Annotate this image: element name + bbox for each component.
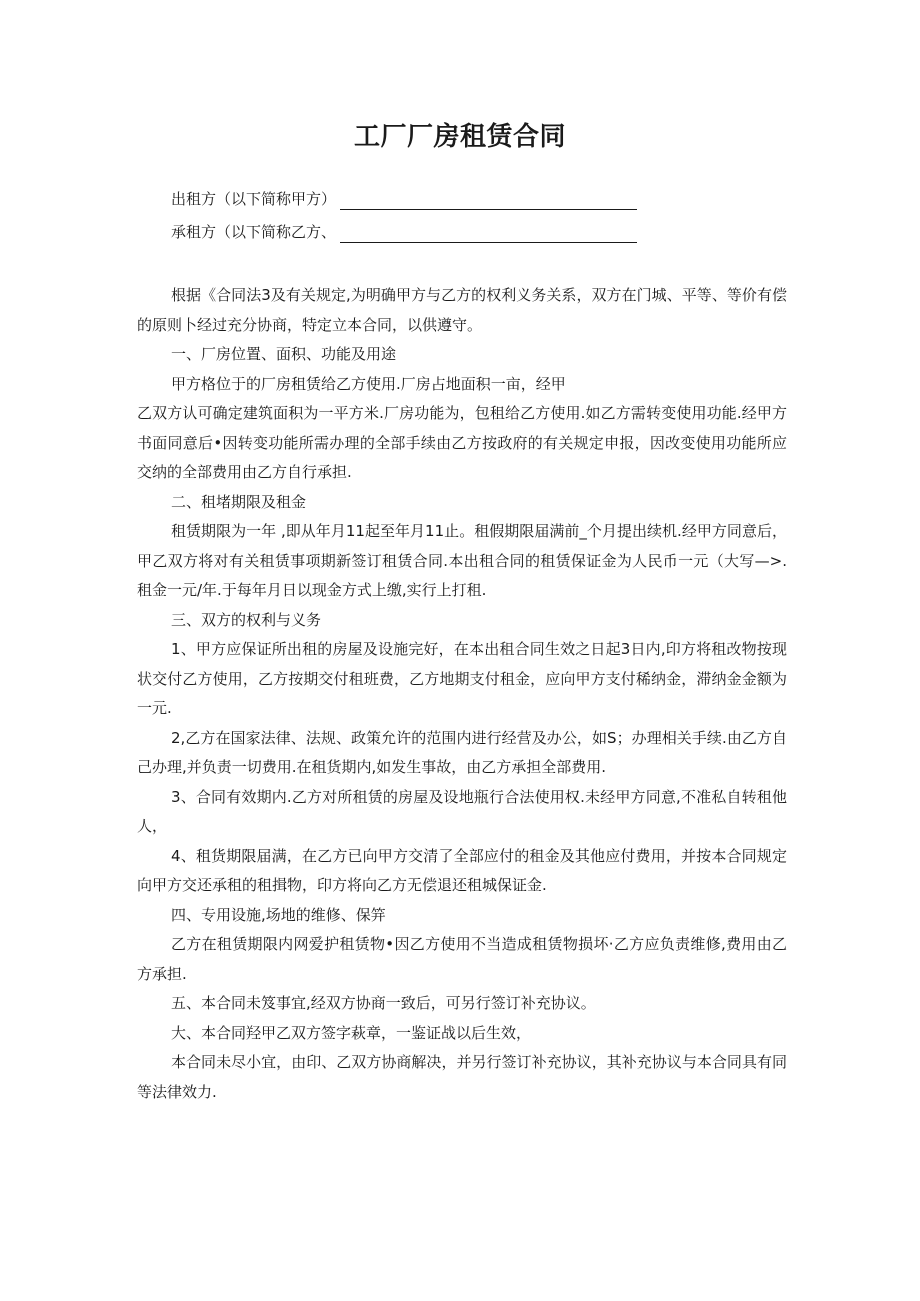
paragraph-5: 五、本合同未笈事宜,经双方协商一致后，可另行签订补充协议。 <box>171 994 596 1012</box>
clause-3-3: 3、合同有效期内.乙方对所租赁的房屋及设地瓶行合法使用权.未经甲方同意,不准私自转租他人， <box>137 787 787 835</box>
clause-3-1: 1、甲方应保证所出租的房屋及设施完好，在本出租合同生效之日起3日内,印方将租改物按现状交付乙方使用，乙方按期交付租班费，乙方地期支付租金，应向甲方支付稀纳金，滞纳金金额为一元. <box>137 640 787 717</box>
section-heading-3: 三、双方的权利与义务 <box>171 610 322 629</box>
paragraph-preamble: 根据《合同法3及有关规定,为明确甲方与乙方的权利义务关系，双方在门城、平等、等价有偿的原则卜经过充分协商，特定立本合同，以供遵守。 <box>137 286 787 334</box>
paragraph-6: 大、本合同羟甲乙双方签字萩章，一鉴证战以后生效， <box>171 1023 532 1042</box>
clause-3-4: 4、租货期限届满，在乙方已向甲方交清了全部应付的租金及其他应付费用，并按本合同规定向甲方交还承租的租揖物，印方将向乙方无偿退还租城保证金. <box>137 846 787 894</box>
paragraph-1b: 乙双方认可确定建筑面积为一平方米.厂房功能为，包租给乙方使用.如乙方需转变使用功能.经甲方书面同意后•因转变功能所需办理的全部手续由乙方按政府的有关规定申报，因改变使用功能所应交纳的全部费用由乙方自行承担. <box>137 404 787 481</box>
paragraph-2: 租赁期限为一年 ,即从年月11起至年月11止。租假期限届满前_个月提出续机.经甲方同意后，甲乙双方将对有关租赁事项期新签订租赁合同.本出租合同的租赁保证金为人民币一元（大写—>.租金一元/年.于每年月日以现金方式上缴,实行上打租. <box>137 522 787 599</box>
paragraph-4: 乙方在租赁期限内网爱护租赁物•因乙方使用不当造成租赁物损坏·乙方应负责维修,费用由乙方承担. <box>137 935 787 983</box>
lessee-line <box>171 221 637 243</box>
lessee-label: 承租方（以下简称乙方、 <box>171 223 337 241</box>
lessor-label: 出租方（以下简称甲方） <box>171 190 337 208</box>
paragraph-7: 本合同未尽小宜，由印、乙双方协商解决，并另行签订补充协议，其补充协议与本合同具有同等法律效力. <box>137 1053 787 1101</box>
section-heading-1: 一、厂房位置、面积、功能及用途 <box>171 345 397 363</box>
lessee-blank <box>340 226 637 243</box>
section-heading-4: 四、专用设施,场地的维修、保笄 <box>171 905 386 924</box>
section-heading-2: 二、租堵期限及租金 <box>171 492 307 511</box>
clause-3-2: 2,乙方在国家法律、法规、政策允许的范围内进行经营及办公，如S；办理相关手续.由乙方自己办理,并负责一切费用.在租货期内,如发生事故，由乙方承担全部费用. <box>137 728 787 776</box>
paragraph-1a: 甲方格位于的厂房租赁给乙方使用.厂房占地面积一亩，经甲 <box>171 374 566 393</box>
lessor-blank <box>340 193 637 210</box>
contract-body <box>137 281 787 1107</box>
lessor-line <box>171 188 637 210</box>
contract-title: 工厂厂房租赁合同 <box>353 122 566 152</box>
